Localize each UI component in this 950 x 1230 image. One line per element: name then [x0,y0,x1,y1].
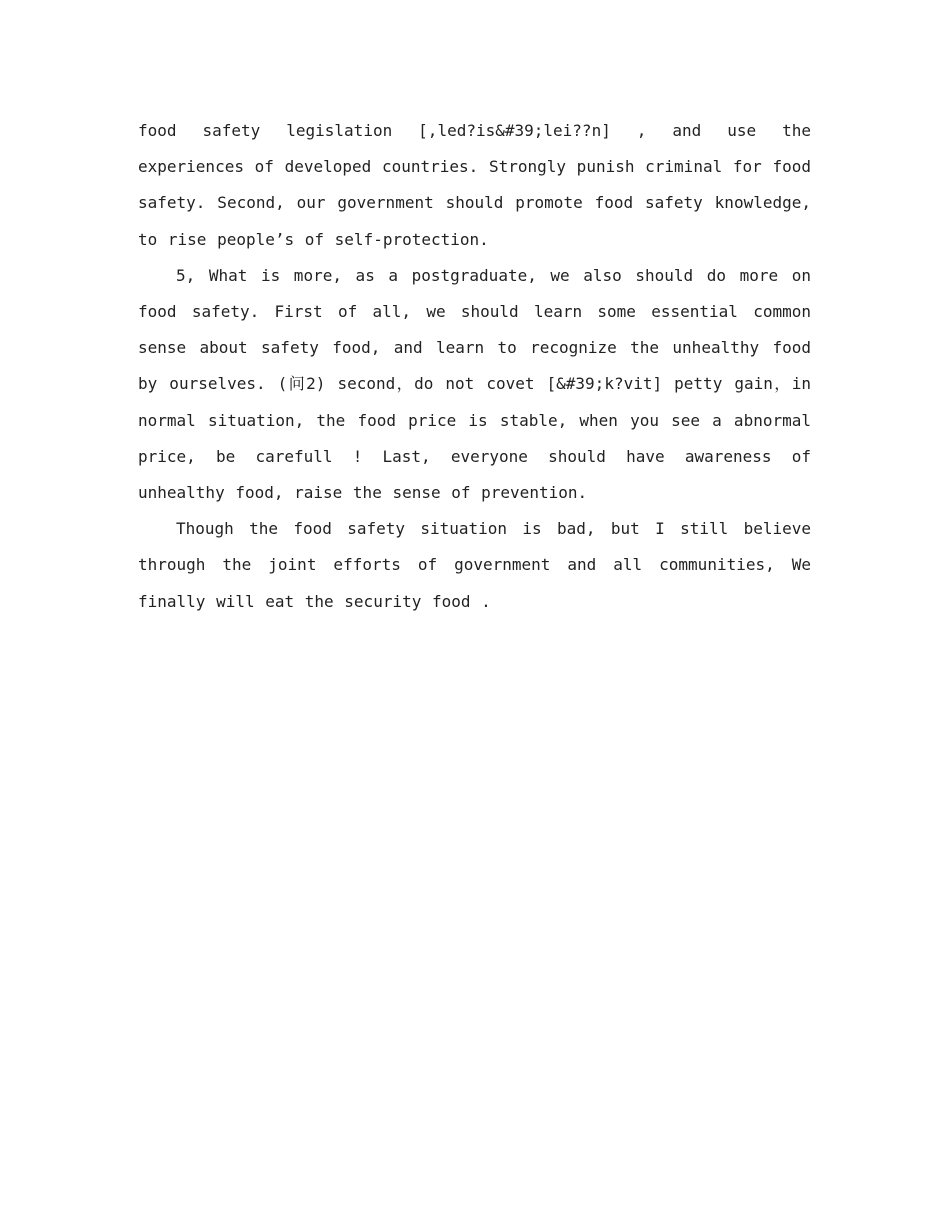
paragraph-conclusion: Though the food safety situation is bad, but I still believe through the joint efforts of government and all communities, We finally will eat the security food . [138,519,811,611]
paragraph-legislation: food safety legislation [,led?is&#39;lei??n] , and use the experiences of developed countries. Strongly punish criminal for food safety. Second, our government should promote food safety knowledge, to rise people’s of self-protection. [138,121,811,249]
paragraph-postgraduate: 5, What is more, as a postgraduate, we also should do more on food safety. First of all, we should learn some essential common sense about safety food, and learn to recognize the unhealthy food by ourselves. (问2) second，do not covet [&#39;k?vit] petty gain，in normal situation, the food price is stable, when you see a abnormal price, be carefull ! Last, everyone should have awareness of unhealthy food, raise the sense of prevention. [138,265,811,503]
document-page [138,113,811,620]
